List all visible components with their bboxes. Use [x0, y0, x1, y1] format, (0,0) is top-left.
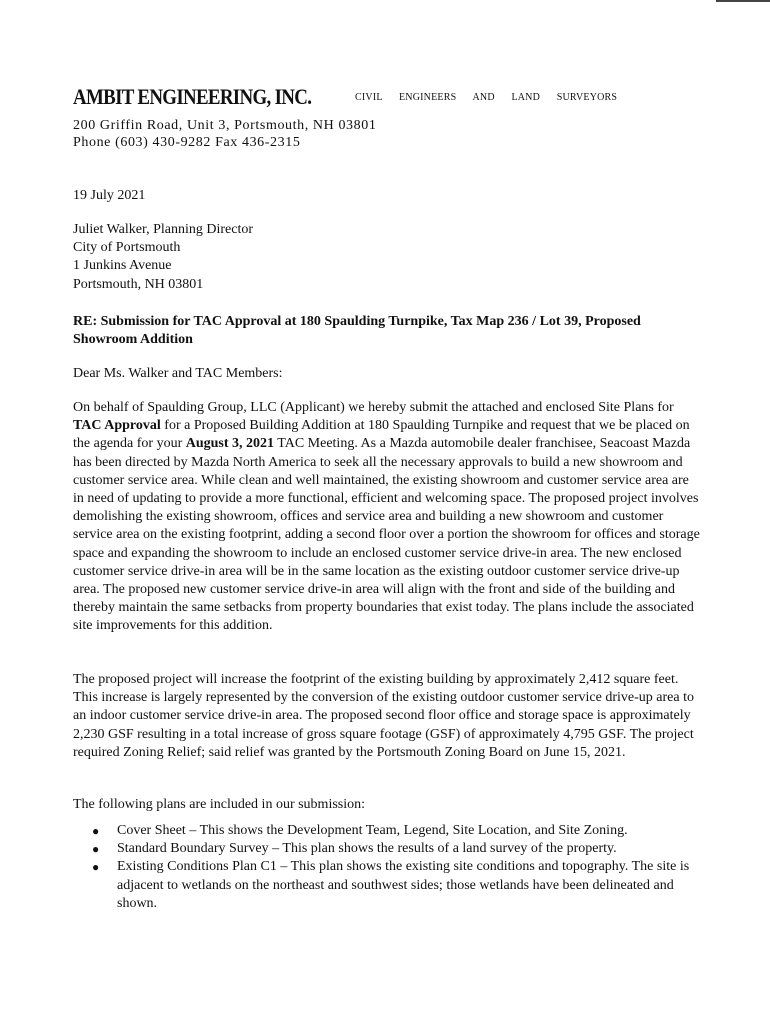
body-paragraph-2: The proposed project will increase the footprint of the existing building by approximately 2,412 square feet. This increase is largely represented by the conversion of the existing outdoor customer service drive-up area to an indoor customer service drive-in area. The proposed second floor office and storage space is approximately 2,230 GSF resulting in a total increase of gross square footage (GSF) of approximately 4,795 GSF. The project required Zoning Relief; said relief was granted by the Portsmouth Zoning Board on June 15, 2021.: [73, 672, 694, 760]
list-item: [73, 858, 703, 913]
subject-line: RE: Submission for TAC Approval at 180 Spaulding Turnpike, Tax Map 236 / Lot 39, Proposed Showroom Addition: [73, 314, 641, 348]
company-tagline: CIVIL ENGINEERS AND LAND SURVEYORS: [355, 92, 618, 103]
plans-intro: The following plans are included in our submission:: [73, 797, 366, 812]
plans-list: [73, 822, 703, 913]
recipient-org: City of Portsmouth: [73, 240, 181, 256]
corner-rule: [716, 0, 770, 2]
para1-text-a: On behalf of Spaulding Group, LLC (Applicant) we hereby submit the attached and enclosed Site Plans for: [73, 400, 674, 415]
company-name: AMBIT ENGINEERING, INC.: [73, 84, 312, 109]
plan-item-text: Existing Conditions Plan C1 – This plan shows the existing site conditions and topography. The site is adjacent to wetlands on the northeast and southwest sides; those wetlands have been delineated and shown.: [117, 859, 690, 911]
para1-text-c: for a Proposed Building Addition at 180 Spaulding Turnpike and request that we be placed on the agenda for your: [73, 418, 690, 452]
list-item: [73, 840, 703, 858]
letter-date: 19 July 2021: [73, 188, 146, 203]
para1-bold-tac-approval: TAC Approval: [73, 418, 161, 434]
para1-text-e: TAC Meeting. As a Mazda automobile dealer franchisee, Seacoast Mazda has been directed by Mazda North America to seek all the necessary approvals to build a new showroom and customer service area. While clean and well maintained, the existing showroom and customer service area are in need of updating to provide a more functional, efficient and welcoming space. The proposed project involves demolishing the existing showroom, offices and service area and building a new showroom and customer service area on the existing footprint, adding a second floor over a portion the showroom for offices and storage space and expanding the showroom to include an enclosed customer service drive-in area. The new enclosed customer service drive-in area will be in the same location as the existing outdoor customer service drive-up area. The proposed new customer service drive-in area will align with the front and side of the building and thereby maintain the same setbacks from property boundaries that exist today. The plans include the associated site improvements for this addition.: [73, 436, 700, 634]
salutation: Dear Ms. Walker and TAC Members:: [73, 366, 283, 381]
plan-item-text: Standard Boundary Survey – This plan shows the results of a land survey of the property.: [117, 841, 617, 857]
list-item: [73, 822, 703, 840]
recipient-street: 1 Junkins Avenue: [73, 258, 172, 274]
company-phone: Phone (603) 430-9282 Fax 436-2315: [73, 135, 301, 150]
body-paragraph-1: [73, 399, 703, 636]
letterhead: [73, 84, 618, 110]
bullet-icon: ●: [92, 860, 100, 875]
recipient-block: [73, 221, 253, 294]
bullet-icon: ●: [92, 842, 100, 857]
bullet-icon: ●: [92, 824, 100, 838]
plan-item-text: Cover Sheet – This shows the Development Team, Legend, Site Location, and Site Zoning.: [117, 823, 628, 838]
recipient-city: Portsmouth, NH 03801: [73, 276, 204, 292]
para1-bold-meeting-date: August 3, 2021: [185, 436, 275, 452]
recipient-name: Juliet Walker, Planning Director: [73, 222, 254, 237]
company-address: 200 Griffin Road, Unit 3, Portsmouth, NH 03801: [73, 118, 377, 133]
company-address-block: [73, 117, 376, 151]
